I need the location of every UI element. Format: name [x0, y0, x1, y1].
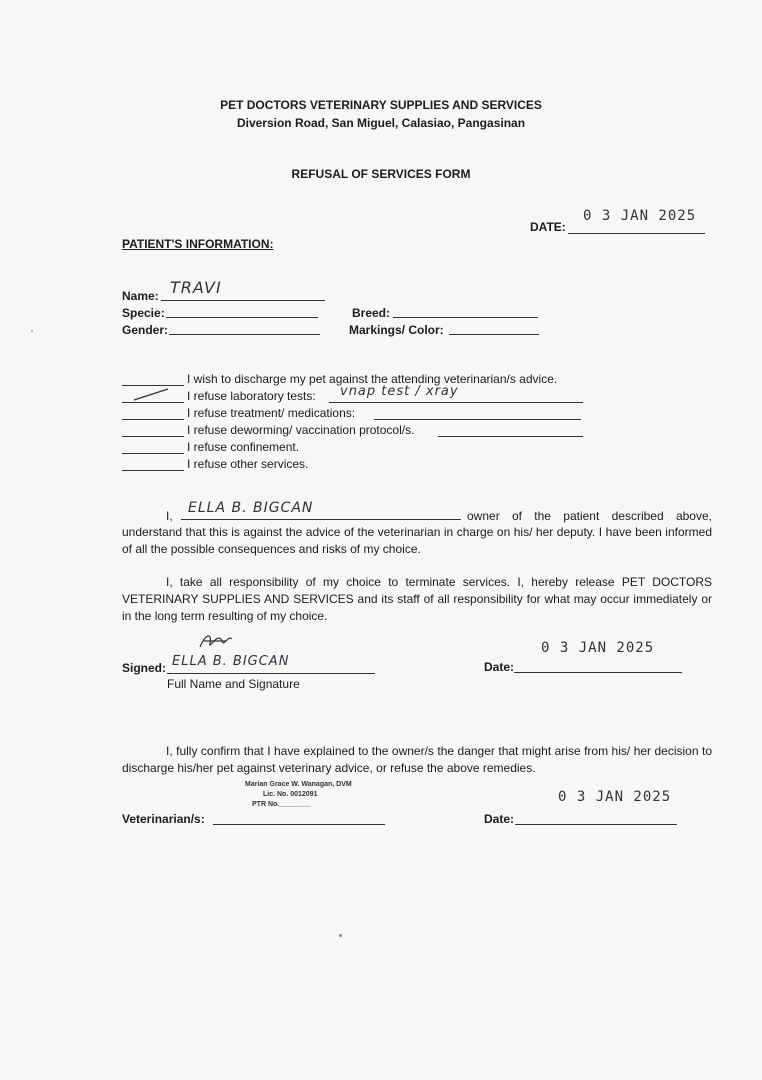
gender-line — [169, 334, 320, 335]
option-blank-2 — [122, 402, 184, 403]
signature-scribble — [196, 629, 236, 653]
markings-line — [449, 334, 539, 335]
statement-line1-suffix: owner of the patient described above, — [467, 509, 712, 523]
date-label: DATE: — [530, 220, 566, 234]
statement-prefix: I, — [166, 509, 173, 523]
treatment-line — [374, 419, 581, 420]
vet-stamp-ptr: PTR No.________ — [252, 801, 311, 808]
lab-tests-line — [329, 402, 583, 403]
checkmark-icon — [132, 386, 172, 402]
signed-line — [167, 673, 375, 674]
scan-speck — [31, 330, 33, 332]
breed-label: Breed: — [352, 306, 391, 320]
vet-date-stamp: 0 3 JAN 2025 — [558, 789, 672, 805]
deworming-line — [438, 436, 583, 437]
option-text-2: I refuse laboratory tests: — [187, 389, 316, 403]
option-blank-6 — [122, 470, 184, 471]
responsibility-paragraph: I, take all responsibility of my choice to terminate services. I, hereby release PET DOCTORS VETERINARY SUPPLIES AND SERVICES and its staff of all responsibility for what may occur immediately or in the long term resulting of my choice. — [122, 575, 712, 623]
vet-date-label: Date: — [484, 812, 515, 826]
owner-name-line — [181, 519, 461, 520]
name-label: Name: — [122, 289, 159, 303]
option-text-5: I refuse confinement. — [187, 440, 300, 454]
vet-date-line — [515, 824, 677, 825]
option-text-3: I refuse treatment/ medications: — [187, 406, 356, 420]
option-text-1: I wish to discharge my pet against the attending veterinarian/s advice. — [187, 372, 558, 386]
signed-caption: Full Name and Signature — [167, 677, 300, 691]
patient-info-title: PATIENT'S INFORMATION: — [122, 237, 274, 251]
veterinarian-line — [213, 824, 385, 825]
signed-date-line — [514, 672, 682, 673]
lab-tests-detail: vnap test / xray — [340, 384, 459, 399]
name-value: TRAVI — [170, 278, 222, 297]
signed-label: Signed: — [122, 661, 166, 675]
statement-body: understand that this is against the advice of the veterinarian in charge on his/ her deputy. I have been informed of all the possible consequences and risks of my choice. — [122, 525, 712, 556]
company-address: Diversion Road, San Miguel, Calasiao, Pangasinan — [236, 116, 526, 130]
option-text-4: I refuse deworming/ vaccination protocol/s. — [187, 423, 415, 437]
company-name: PET DOCTORS VETERINARY SUPPLIES AND SERVICES — [220, 98, 542, 112]
veterinarian-label: Veterinarian/s: — [122, 812, 205, 826]
option-blank-5 — [122, 453, 184, 454]
vet-stamp-license: Lic. No. 0012091 — [263, 791, 318, 798]
owner-name-value: ELLA B. BIGCAN — [188, 500, 314, 516]
option-text-6: I refuse other services. — [187, 457, 309, 471]
signed-date-label: Date: — [484, 660, 515, 674]
confirmation-paragraph: I, fully confirm that I have explained to the owner/s the danger that might arise from his/ her decision to discharge his/her pet against veterinary advice, or refuse the above remedies. — [122, 744, 712, 775]
option-blank-3 — [122, 419, 184, 420]
scan-speck — [339, 934, 342, 937]
breed-line — [393, 317, 538, 318]
vet-stamp-name: Marian Grace W. Wanagan, DVM — [245, 781, 352, 788]
signed-value: ELLA B. BIGCAN — [172, 654, 290, 669]
markings-label: Markings/ Color: — [349, 323, 444, 337]
date-line — [568, 233, 705, 234]
form-title: REFUSAL OF SERVICES FORM — [291, 167, 471, 181]
option-blank-4 — [122, 436, 184, 437]
specie-line — [166, 317, 318, 318]
name-line — [161, 300, 325, 301]
date-stamp: 0 3 JAN 2025 — [583, 208, 697, 224]
signed-date-stamp: 0 3 JAN 2025 — [541, 640, 655, 656]
specie-label: Specie: — [122, 306, 165, 320]
gender-label: Gender: — [122, 323, 169, 337]
